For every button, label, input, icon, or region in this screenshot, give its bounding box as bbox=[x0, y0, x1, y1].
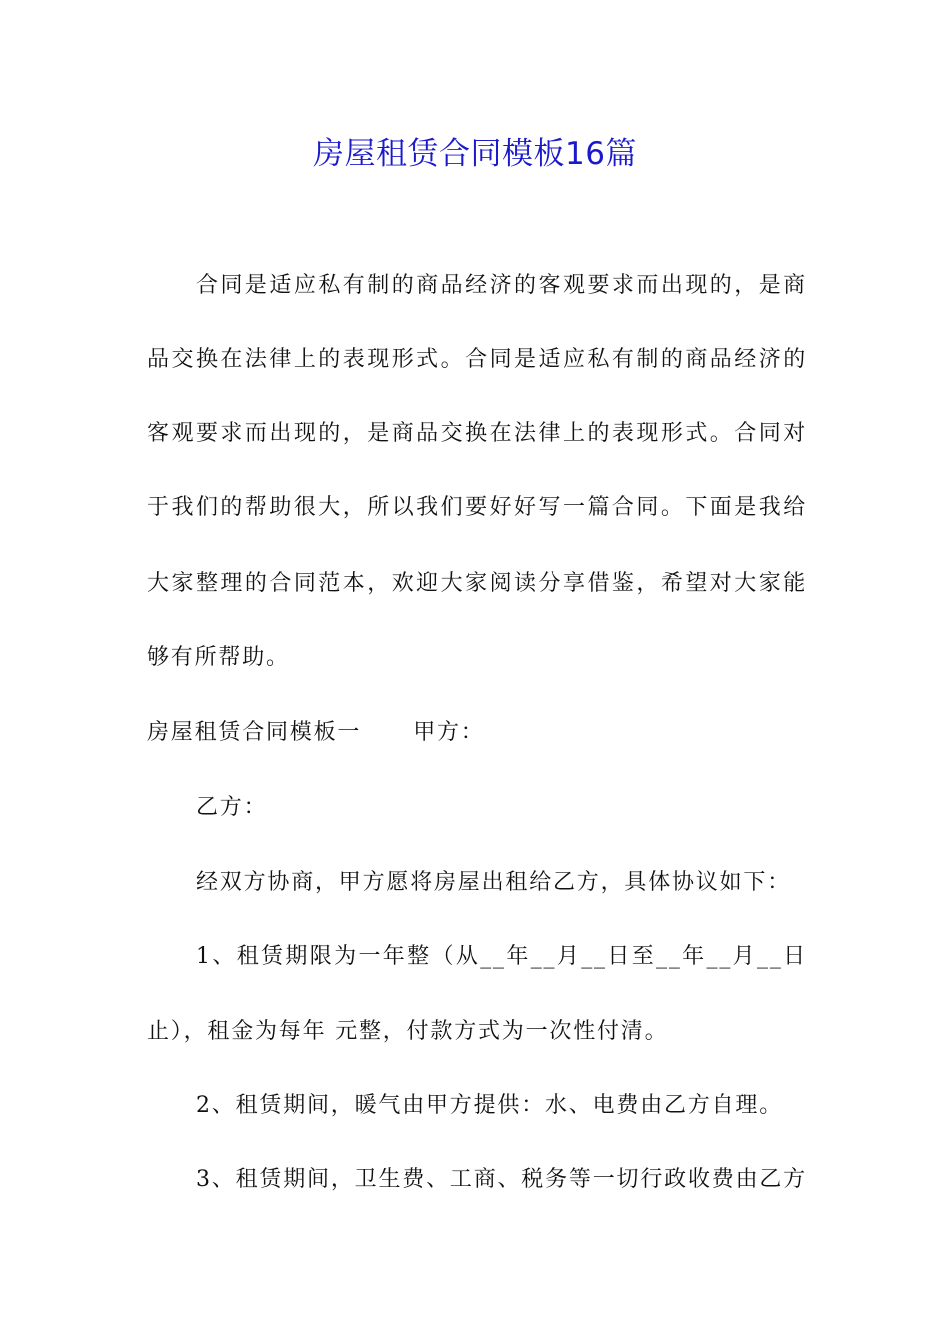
section-heading: 房屋租赁合同模板一 bbox=[147, 720, 362, 745]
agreement-intro: 经双方协商，甲方愿将房屋出租给乙方，具体协议如下： bbox=[196, 870, 792, 895]
document-title: 房屋租赁合同模板16篇 bbox=[313, 136, 637, 172]
party-a-label: 甲方： bbox=[413, 720, 485, 745]
intro-line-6: 够有所帮助。 bbox=[147, 645, 290, 670]
intro-line-5: 大家整理的合同范本，欢迎大家阅读分享借鉴，希望对大家能 bbox=[147, 571, 807, 596]
clause-1-line-2: 止），租金为每年 元整，付款方式为一次性付清。 bbox=[147, 1019, 669, 1044]
intro-line-3: 客观要求而出现的，是商品交换在法律上的表现形式。合同对 bbox=[147, 421, 807, 446]
intro-line-4: 于我们的帮助很大，所以我们要好好写一篇合同。下面是我给 bbox=[147, 495, 807, 520]
clause-2: 2、租赁期间，暖气由甲方提供：水、电费由乙方自理。 bbox=[196, 1093, 783, 1118]
party-b-label: 乙方： bbox=[196, 795, 268, 820]
intro-line-2: 品交换在法律上的表现形式。合同是适应私有制的商品经济的 bbox=[147, 347, 807, 372]
intro-line-1: 合同是适应私有制的商品经济的客观要求而出现的，是商 bbox=[196, 273, 807, 298]
clause-3-line-1: 3、租赁期间，卫生费、工商、税务等一切行政收费由乙方 bbox=[196, 1167, 807, 1192]
clause-1-line-1: 1、租赁期限为一年整（从__年__月__日至__年__月__日 bbox=[196, 944, 807, 969]
section-heading-row bbox=[147, 717, 807, 749]
